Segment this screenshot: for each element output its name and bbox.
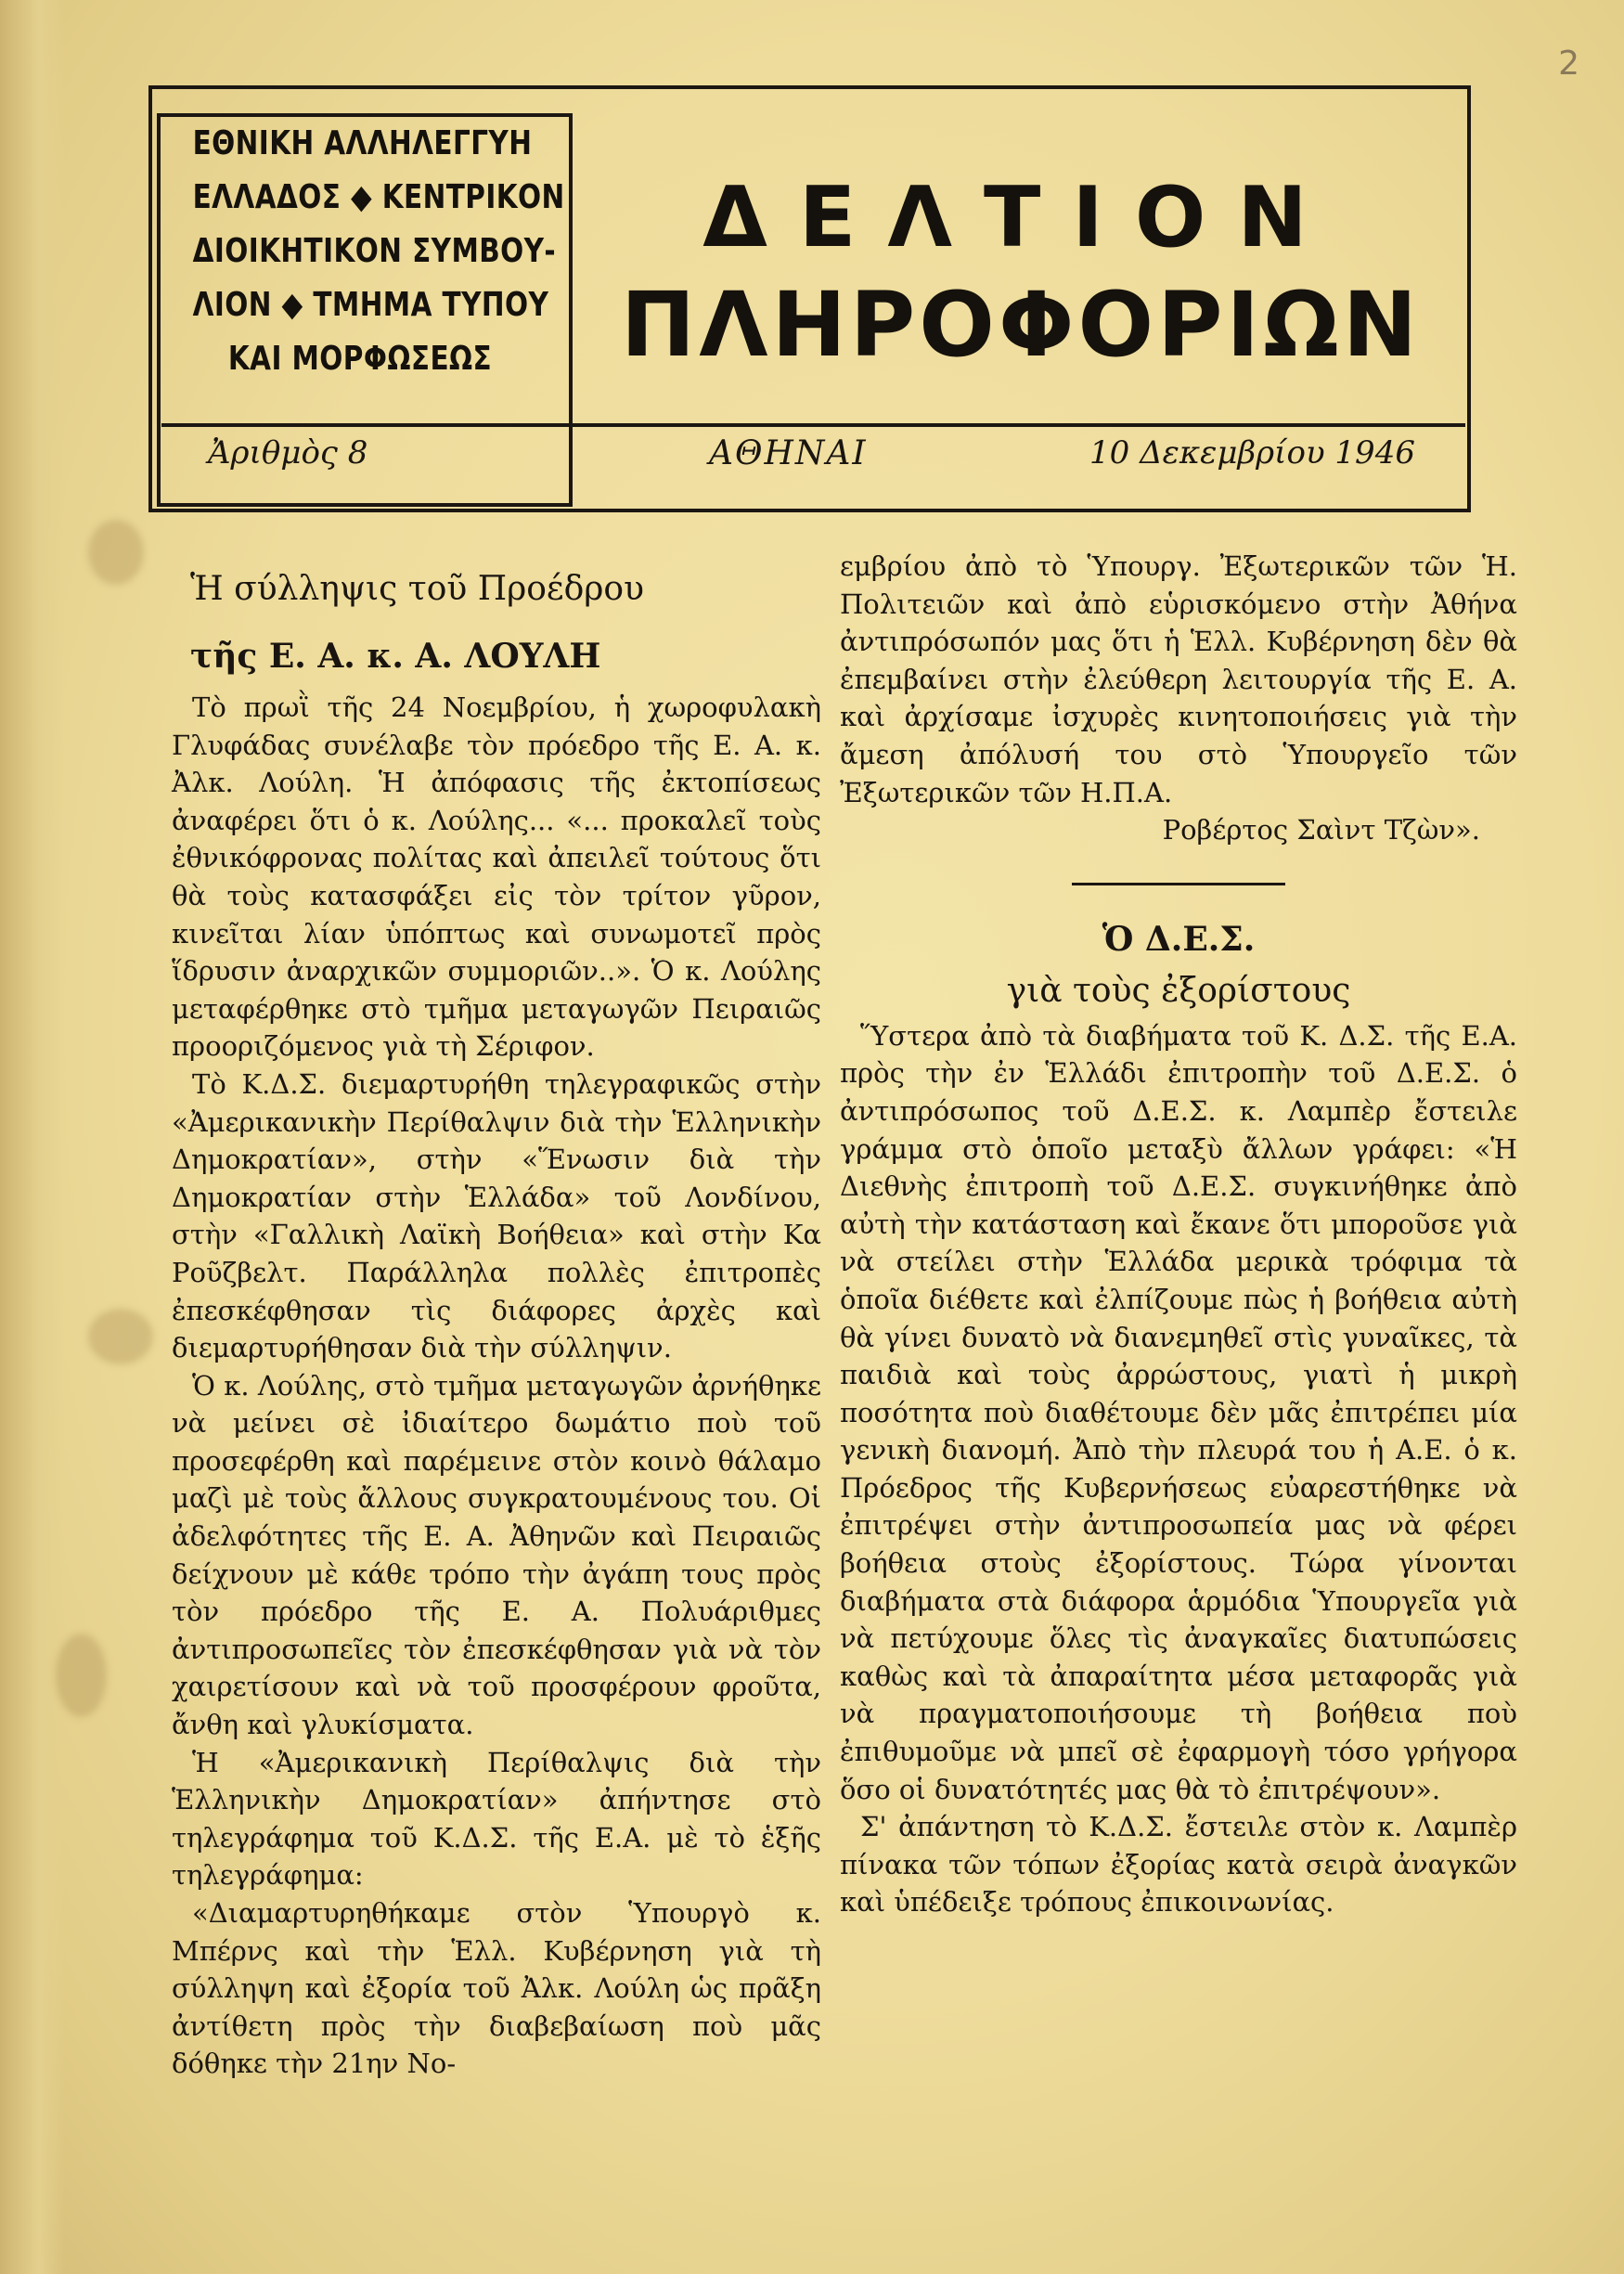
article2-subheadline: γιὰ τοὺς ἐξορίστους [1006,971,1351,1010]
article1-paragraph: Ἡ «Ἀμερικανικὴ Περίθαλψις διὰ τὴν Ἑλληνικὴν Δημοκρατίαν» ἀπήντησε στὸ τηλεγράφημα τοῦ Κ.Δ.Σ. τῆς Ε.Α. μὲ τὸ ἑξῆς τηλεγράφημα: [172,1746,821,1892]
article1-paragraph: Τὸ Κ.Δ.Σ. διεμαρτυρήθη τηλεγραφικῶς στὴν «Ἀμερικανικὴν Περίθαλψιν διὰ τὴν Ἑλληνικὴν Δημοκρατίαν», στὴν «Ἕνωσιν διὰ τὴν Δημοκρατίαν στὴν Ἑλλάδα» τοῦ Λονδίνου, στὴν «Γαλλικὴ Λαϊκὴ Βοήθεια» καὶ στὴν Κα Ροῦζβελτ. Παράλληλα πολλὲς ἐπιτροπὲς ἐπεσκέφθησαν τὶς διάφορες ἀρχὲς καὶ διεμαρτυρήθησαν διὰ τὴν σύλληψιν. [172,1067,821,1364]
article1-headline: Ἡ σύλληψις τοῦ Προέδρου [190,570,644,608]
paper-stain [56,1634,107,1717]
article1-continuation: εμβρίου ἀπὸ τὸ Ὑπουργ. Ἐξωτερικῶν τῶν Ἡ. Πολιτειῶν καὶ ἀπὸ εὑρισκόμενο στὴν Ἀθήνα ἀντιπρόσωπόν μας ὅτι ἡ Ἑλλ. Κυβέρνηση δὲν θὰ ἐπεμβαίνει στὴν ἐλεύθερη λειτουργία τῆς Ε. Α. καὶ ἀρχίσαμε ἰσχυρὲς κινητοποιήσεις γιὰ τὴν ἄμεση ἀπόλυσή του στὸ Ὑπουργεῖο τῶν Ἐξωτερικῶν τῶν Η.Π.Α. [840,550,1517,808]
city: ΑΘΗΝΑΙ [709,434,868,472]
article2-paragraph: Ὕστερα ἀπὸ τὰ διαβήματα τοῦ Κ. Δ.Σ. τῆς Ε.Α. πρὸς τὴν ἐν Ἑλλάδι ἐπιτροπὴν τοῦ Δ.Ε.Σ. ὁ ἀντιπρόσωπος τοῦ Δ.Ε.Σ. κ. Λαμπὲρ ἔστειλε γράμμα στὸ ὁποῖο μεταξὺ ἄλλων γράφει: «Ἡ Διεθνὴς ἐπιτροπὴ τοῦ Δ.Ε.Σ. συγκινήθηκε ἀπὸ αὐτὴ τὴν κατάσταση καὶ ἔκανε ὅτι μποροῦσε γιὰ νὰ στείλει στὴν Ἑλλάδα μερικὰ τρόφιμα τὰ ὁποῖα διέθετε καὶ ἐλπίζουμε πὼς ἡ βοήθεια αὐτὴ θὰ γίνει δυνατὸ νὰ διανεμηθεῖ στὶς γυναῖκες, τὰ παιδιὰ καὶ τοὺς ἀρρώστους, γιατὶ ἡ μικρὴ ποσότητα ποὺ διαθέτουμε δὲν μᾶς ἐπιτρέπει μία γενικὴ διανομή. Ἀπὸ τὴν πλευρά του ἡ Α.Ε. ὁ κ. Πρόεδρος τῆς Κυβερνήσεως εὐαρεστήθηκε νὰ ἐπιτρέψει στὴν ἀντιπροσωπεία μας νὰ φέρει βοήθεια στοὺς ἐξορίστους. Τώρα γίνονται διαβήματα στὰ διάφορα ἁρμόδια Ὑπουργεῖα γιὰ νὰ πετύχουμε ὅλες τὶς ἀναγκαῖες διατυπώσεις καθὼς καὶ τὰ ἀπαραίτητα μέσα μεταφορᾶς γιὰ νὰ πραγματοποιήσουμε τὴ βοήθεια ποὺ ἐπιθυμοῦμε νὰ μπεῖ σὲ ἐφαρμογὴ τόσο γρήγορα ὅσο οἱ δυνατότητές μας θὰ τὸ ἐπιτρέψουν». [840,1019,1517,1805]
article1-signature: Ροβέρτος Σαὶντ Τζὼν». [1162,814,1480,846]
right-column [840,548,1517,1921]
article-separator [1072,883,1285,885]
org-line: ΚΑΙ ΜΟΡΦΩΣΕΩΣ [227,340,493,378]
newsletter-title-line1: ΔΕΛΤΙΟΝ [702,169,1339,266]
article2-headline: Ὁ Δ.Ε.Σ. [1102,919,1256,959]
organization-name [192,117,565,386]
left-column [172,548,821,2083]
article1-paragraph: Ὁ κ. Λούλης, στὸ τμῆμα μεταγωγῶν ἀρνήθηκε νὰ μείνει σὲ ἰδιαίτερο δωμάτιο ποὺ τοῦ προσεφέρθη καὶ παρέμεινε στὸν κοινὸ θάλαμο μαζὶ μὲ τοὺς ἄλλους συγκρατουμένους του. Οἱ ἀδελφότητες τῆς Ε. Α. Ἀθηνῶν καὶ Πειραιῶς δείχνουν μὲ κάθε τρόπο τὴν ἀγάπη τους πρὸς τὸν πρόεδρο τῆς Ε. Α. Πολυάριθμες ἀντιπροσωπεῖες τὸν ἐπεσκέφθησαν γιὰ νὰ τὸν χαιρετίσουν καὶ νὰ τοῦ προσφέρουν φροῦτα, ἄνθη καὶ γλυκίσματα. [172,1369,821,1741]
org-line: ΛΙΟΝ ◆ ΤΜΗΜΑ ΤΥΠΟΥ [192,286,549,324]
org-line: ΔΙΟΙΚΗΤΙΚΟΝ ΣΥΜΒΟΥ- [192,232,557,270]
masthead [148,85,1471,512]
org-line: ΕΘΝΙΚΗ ΑΛΛΗΛΕΓΓΥΗ [192,124,533,162]
paper-stain [88,520,144,585]
issue-date: 10 Δεκεμβρίου 1946 [1089,434,1415,472]
paper-stain [88,1309,153,1364]
org-line: ΕΛΛΑΔΟΣ ◆ ΚΕΝΤΡΙΚΟΝ [192,178,565,216]
article1-paragraph: Τὸ πρωῒ τῆς 24 Νοεμβρίου, ἡ χωροφυλακὴ Γλυφάδας συνέλαβε τὸν πρόεδρο τῆς Ε. Α. κ. Ἀλκ. Λούλη. Ἡ ἀπόφασις τῆς ἐκτοπίσεως ἀναφέρει ὅτι ὁ κ. Λούλης... «... προκαλεῖ τοὺς ἐθνικόφρονας πολίτας καὶ ἀπειλεῖ τούτους ὅτι θὰ τοὺς κατασφάξει εἰς τὸν τρίτον γῦρον, κινεῖται λίαν ὑπόπτως καὶ συνωμοτεῖ πρὸς ἵδρυσιν ἀναρχικῶν συμμοριῶν..». Ὁ κ. Λούλης μεταφέρθηκε στὸ τμῆμα μεταγωγῶν Πειραιῶς προοριζόμενος γιὰ τὴ Σέριφον. [172,691,821,1063]
article2-paragraph: Σ' ἀπάντηση τὸ Κ.Δ.Σ. ἔστειλε στὸν κ. Λαμπὲρ πίνακα τῶν τόπων ἐξορίας κατὰ σειρὰ ἀναγκῶν καὶ ὑπέδειξε τρόπους ἐπικοινωνίας. [840,1811,1517,1919]
article1-paragraph: «Διαμαρτυρηθήκαμε στὸν Ὑπουργὸ κ. Μπέρνς καὶ τὴν Ἑλλ. Κυβέρνηση γιὰ τὴ σύλληψη καὶ ἐξορία τοῦ Ἀλκ. Λούλη ὡς πρᾶξη ἀντίθετη πρὸς τὴν διαβεβαίωση ποὺ μᾶς δόθηκε τὴν 21ην Νο- [172,1897,821,2080]
newsletter-title-line2: ΠΛΗΡΟΦΟΡΙΩΝ [620,273,1422,377]
page-number: 2 [1558,45,1579,83]
masthead-divider [161,423,1465,427]
title-area [575,113,1466,420]
binding-shadow [0,0,65,2274]
article1-subheadline: τῆς Ε. Α. κ. Α. ΛΟΥΛΗ [190,637,601,676]
issue-number: Ἀριθμὸς 8 [208,434,368,472]
